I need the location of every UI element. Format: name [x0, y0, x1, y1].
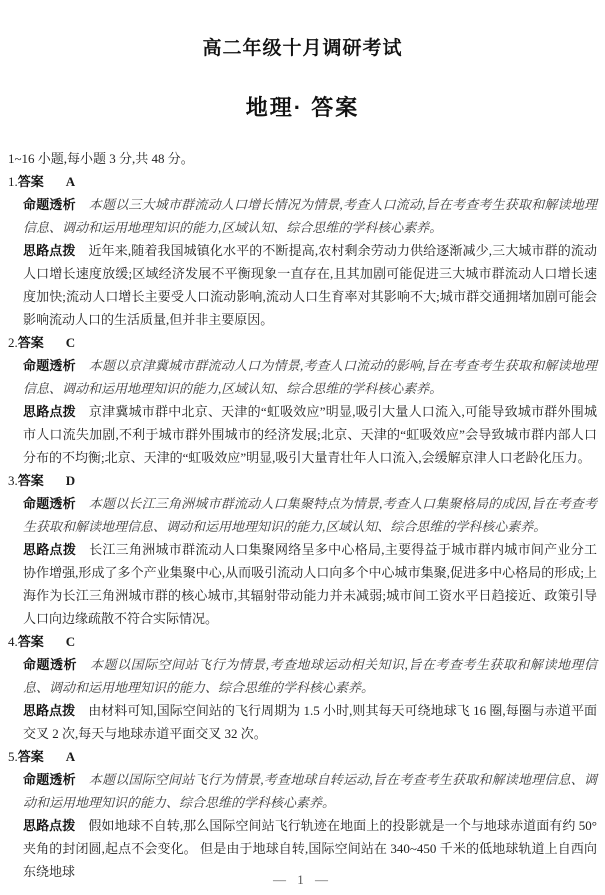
tips-paragraph: [8, 400, 597, 469]
analysis-paragraph: [8, 193, 597, 239]
analysis-label: 命题透析: [23, 197, 76, 212]
answer-line: [8, 469, 597, 492]
tips-text: 由材料可知,国际空间站的飞行周期为 1.5 小时,则其每天可绕地球飞 16 圈,每圈与赤道平面交叉 2 次,每天与地球赤道平面交叉 32 次。: [23, 703, 597, 741]
question-number: 2.: [8, 335, 18, 350]
question-number: 3.: [8, 473, 18, 488]
analysis-paragraph: [8, 768, 597, 814]
tips-label: 思路点拨: [23, 542, 77, 557]
answer-value: A: [65, 174, 76, 189]
tips-text: 长江三角洲城市群流动人口集聚网络呈多中心格局,主要得益于城市群内城市间产业分工协作增强,形成了多个产业集聚中心,从而吸引流动人口向多个中心城市集聚,促进多中心格局的形成;上海作为长江三角洲城市群的核心城市,其辐射带动能力并未减弱;城市间工资水平日趋接近、政策引导人口向边缘疏散不符合实际情况。: [23, 542, 597, 626]
question-number: 1.: [8, 174, 18, 189]
analysis-label: 命题透析: [23, 496, 76, 511]
answer-line: [8, 331, 597, 354]
question-block-2: [8, 331, 597, 469]
analysis-text: 本题以三大城市群流动人口增长情况为情景,考查人口流动,旨在考查考生获取和解读地理信息、调动和运用地理知识的能力,区域认知、综合思维的学科核心素养。: [23, 197, 597, 235]
analysis-paragraph: [8, 354, 597, 400]
answer-value: D: [65, 473, 76, 488]
page-number: — 1 —: [273, 872, 332, 887]
analysis-label: 命题透析: [23, 772, 76, 787]
analysis-label: 命题透析: [23, 358, 76, 373]
analysis-paragraph: [8, 492, 597, 538]
answer-value: C: [65, 634, 76, 649]
answer-label: 答案: [17, 749, 44, 764]
answer-label: 答案: [17, 473, 44, 488]
tips-label: 思路点拨: [23, 404, 76, 419]
analysis-label: 命题透析: [23, 657, 78, 672]
analysis-paragraph: [8, 653, 597, 699]
tips-text: 京津冀城市群中北京、天津的“虹吸效应”明显,吸引大量人口流入,可能导致城市群外围城市人口流失加剧,不利于城市群外围城市的经济发展;北京、天津的“虹吸效应”会导致城市群内部人口分布的不均衡;北京、天津的“虹吸效应”明显,吸引大量青壮年人口流入,会缓解京津人口老龄化压力。: [23, 404, 597, 465]
answer-label: 答案: [17, 634, 44, 649]
tips-paragraph: [8, 699, 597, 745]
answer-label: 答案: [17, 174, 44, 189]
answer-value: A: [65, 749, 76, 764]
question-block-5: [8, 745, 597, 883]
tips-label: 思路点拨: [23, 818, 76, 833]
analysis-text: 本题以长江三角洲城市群流动人口集聚特点为情景,考查人口集聚格局的成因,旨在考查考生获取和解读地理信息、调动和运用地理知识的能力,区域认知、综合思维的学科核心素养。: [23, 496, 597, 534]
answer-line: [8, 630, 597, 653]
page-subtitle: 地理· 答案: [245, 95, 360, 120]
analysis-text: 本题以国际空间站飞行为情景,考查地球运动相关知识,旨在考查考生获取和解读地理信息、调动和运用地理知识的能力、综合思维的学科核心素养。: [23, 657, 597, 695]
question-block-3: [8, 469, 597, 630]
tips-text: 近年来,随着我国城镇化水平的不断提高,农村剩余劳动力供给逐渐减少,三大城市群的流动人口增长速度放缓;区域经济发展不平衡现象一直存在,且其加剧可能促进三大城市群流动人口增长速度加快;流动人口增长主要受人口流动影响,流动人口生育率对其影响不大;城市群交通拥堵加剧可能会影响流动人口的生活质量,但并非主要原因。: [23, 243, 597, 327]
intro-line: 1~16 小题,每小题 3 分,共 48 分。: [8, 151, 194, 166]
analysis-text: 本题以京津冀城市群流动人口为情景,考查人口流动的影响,旨在考查考生获取和解读地理信息、调动和运用地理知识的能力,区域认知、综合思维的学科核心素养。: [23, 358, 597, 396]
analysis-text: 本题以国际空间站飞行为情景,考查地球自转运动,旨在考查考生获取和解读地理信息、调动和运用地理知识的能力、综合思维的学科核心素养。: [23, 772, 597, 810]
question-block-1: [8, 170, 597, 331]
tips-paragraph: [8, 239, 597, 331]
tips-paragraph: [8, 538, 597, 630]
answer-label: 答案: [17, 335, 44, 350]
answer-line: [8, 170, 597, 193]
document-content: [0, 147, 605, 883]
tips-label: 思路点拨: [23, 243, 76, 258]
page-title: 高二年级十月调研考试: [202, 38, 403, 59]
tips-text: 假如地球不自转,那么国际空间站飞行轨迹在地面上的投影就是一个与地球赤道面有约 50°夹角的封闭圆,起点不会变化。 但是由于地球自转,国际空间站在 340~450 千米的低地球轨道上自西向东绕地球: [23, 818, 597, 879]
answer-value: C: [65, 335, 76, 350]
tips-label: 思路点拨: [23, 703, 76, 718]
question-number: 4.: [8, 634, 18, 649]
question-number: 5.: [8, 749, 18, 764]
question-block-4: [8, 630, 597, 745]
answer-line: [8, 745, 597, 768]
